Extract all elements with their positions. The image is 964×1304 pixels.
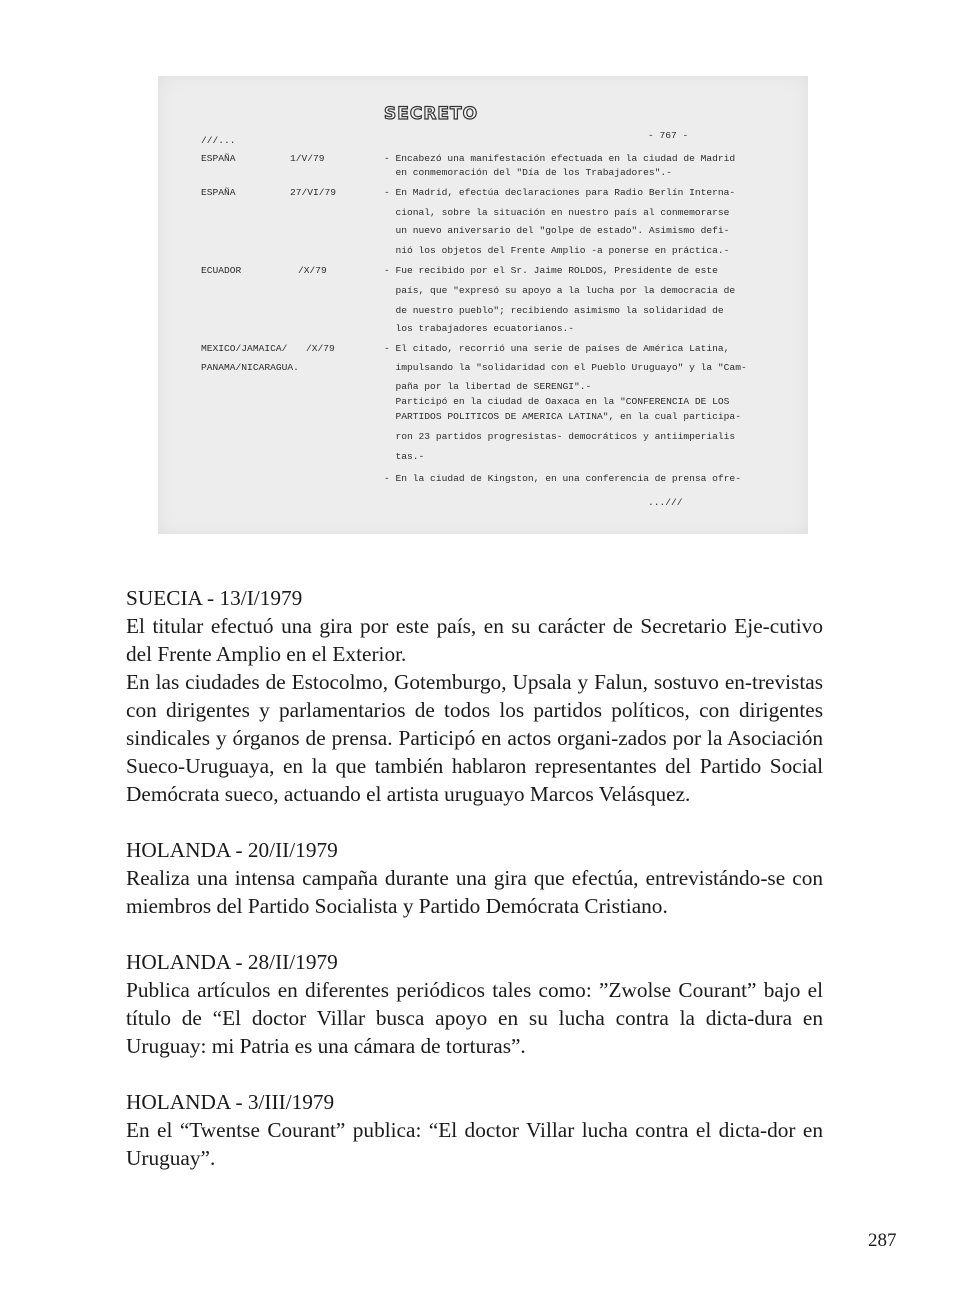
scan-continuation-mark: ///... [201, 135, 236, 146]
scan-entry-country: ESPAÑA [201, 153, 236, 164]
paragraph: En las ciudades de Estocolmo, Gotemburgo, Upsala y Falun, sostuvo en-trevistas con dirigentes y parlamentarios de todos los partidos políticos, con dirigentes sindicales y órganos de prensa. Participó en actos organi-zados por la Asociación Sueco-Uruguaya, en la que también hablaron representantes del Partido Social Demócrata sueco, actuando el artista uruguayo Marcos Velásquez. [126, 670, 823, 806]
scan-entry-line: un nuevo aniversario del "golpe de estado". Asimismo defi- [384, 225, 730, 236]
scan-entry-line: - Fue recibido por el Sr. Jaime ROLDOS, Presidente de este [384, 265, 718, 276]
scan-entry-date: 27/VI/79 [290, 187, 337, 198]
scan-entry-country: MEXICO/JAMAICA/ [201, 343, 288, 354]
scan-entry-line: - En Madrid, efectúa declaraciones para Radio Berlín Interna- [384, 187, 736, 198]
scan-entry-line: PARTIDOS POLITICOS DE AMERICA LATINA", en la cual participa- [384, 411, 741, 422]
scan-entry-line: los trabajadores ecuatorianos.- [384, 323, 574, 334]
scan-entry-line: - El citado, recorrió una serie de países de América Latina, [384, 343, 730, 354]
section-heading: HOLANDA - 28/II/1979 [126, 950, 338, 974]
scan-entry-date: /X/79 [298, 265, 327, 276]
scan-entry-country: ECUADOR [201, 265, 242, 276]
paragraph: Publica artículos en diferentes periódicos tales como: ”Zwolse Courant” bajo el título de “El doctor Villar busca apoyo en su lucha contra la dicta-dura en Uruguay: mi Patria es una cámara de torturas”. [126, 978, 823, 1058]
paragraph: El titular efectuó una gira por este país, en su carácter de Secretario Eje-cutivo del Frente Amplio en el Exterior. [126, 614, 823, 666]
scan-entry-line: - Encabezó una manifestación efectuada en la ciudad de Madrid [384, 153, 736, 164]
scanned-document-image [158, 76, 808, 534]
scan-entry-line: - En la ciudad de Kingston, en una conferencia de prensa ofre- [384, 473, 741, 484]
paragraph: Realiza una intensa campaña durante una gira que efectúa, entrevistándo-se con miembros del Partido Socialista y Partido Demócrata Cristiano. [126, 866, 823, 918]
section-heading: HOLANDA - 3/III/1979 [126, 1090, 335, 1114]
scan-entry-date: /X/79 [306, 343, 335, 354]
section-heading: HOLANDA - 20/II/1979 [126, 838, 338, 862]
section-suecia [126, 584, 823, 808]
paragraph: En el “Twentse Courant” publica: “El doctor Villar lucha contra el dicta-dor en Uruguay”. [126, 1118, 823, 1170]
section-holanda-2 [126, 948, 823, 1060]
scan-entry-date: 1/V/79 [290, 153, 325, 164]
scan-entry-line: cional, sobre la situación en nuestro país al conmemorarse [384, 207, 730, 218]
section-holanda-3 [126, 1088, 823, 1172]
scan-entry-line: país, que "expresó su apoyo a la lucha por la democracia de [384, 285, 736, 296]
scan-entry-line: tas.- [384, 451, 425, 462]
scan-entry-line: ron 23 partidos progresistas- democráticos y antiimperialis [384, 431, 736, 442]
scan-entry-line: paña por la libertad de SERENGI".- [384, 381, 592, 392]
page-number: 287 [868, 1230, 897, 1251]
scan-entry-country: ESPAÑA [201, 187, 236, 198]
scan-next-page-mark: .../// [648, 497, 683, 508]
scan-entry-line: Participó en la ciudad de Oaxaca en la "CONFERENCIA DE LOS [384, 396, 730, 407]
scan-page-reference: - 767 - [648, 130, 689, 141]
secreto-stamp: SECRETO [384, 104, 479, 124]
body-text [126, 584, 823, 1200]
scan-entry-line: nió los objetos del Frente Amplio -a ponerse en práctica.- [384, 245, 730, 256]
scan-entry-line: en conmemoración del "Día de los Trabajadores".- [384, 167, 672, 178]
section-heading: SUECIA - 13/I/1979 [126, 586, 303, 610]
scan-entry-country-continued: PANAMA/NICARAGUA. [201, 362, 299, 373]
scan-entry-line: impulsando la "solidaridad con el Pueblo Uruguayo" y la "Cam- [384, 362, 747, 373]
section-holanda-1 [126, 836, 823, 920]
scan-entry-line: de nuestro pueblo"; recibiendo asimismo la solidaridad de [384, 305, 724, 316]
